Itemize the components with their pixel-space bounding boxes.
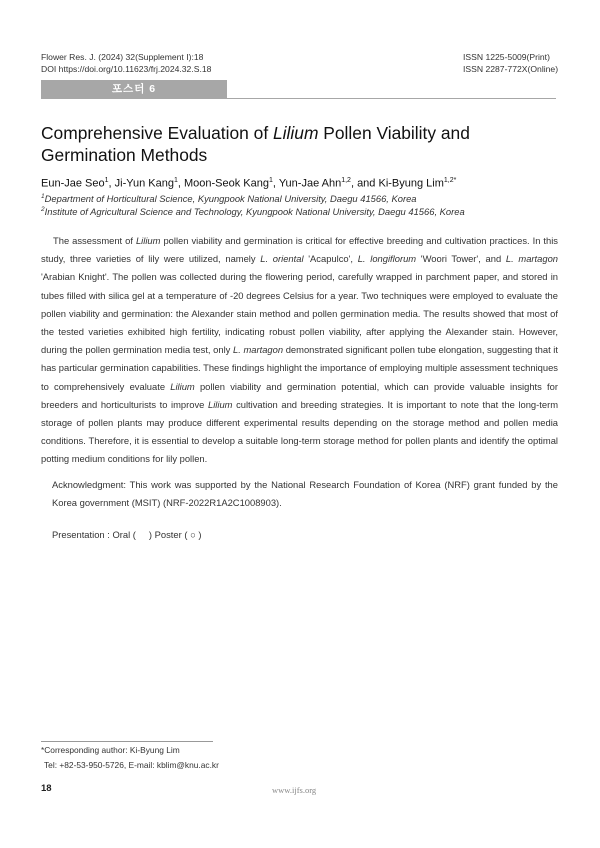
abstract-text: 'Woori Tower', and [416,253,506,265]
abstract-italic: Lilium [135,235,161,246]
abstract-text: pollen viability and germination potential, which can provide valuable insights for breeders and horticulturists to improve [41,380,558,410]
title-part-2: Pollen Viability and Germination Methods [41,123,470,165]
affiliation-1 [41,191,417,205]
abstract-italic: Lilium [170,380,195,392]
journal-header-left [41,51,211,75]
section-banner: 포스터 6 [41,80,227,99]
paper-title [41,122,561,166]
abstract-text: pollen viability and germination is critical for effective breeding and cultivation practices. In this study, three varieties of lily were utilized, namely [41,235,558,265]
affiliation-mark: 1 [41,193,45,200]
journal-citation: Flower Res. J. (2024) 32(Supplement I):18 [41,52,204,62]
abstract-italic: Lilium [207,398,233,410]
issn-online: ISSN 2287-772X(Online) [463,64,559,74]
author-name: Ki-Byung Lim [378,177,444,190]
presentation-type: Presentation : Oral ( ) Poster ( ○ ) [52,529,202,540]
abstract-text: cultivation and breeding strategies. It is important to note that the long-term storage of pollen plants may produce different experimental results depending on the storage method and pollen media conditions. Therefore, it is essential to develop a suitable long-term storage method for pollen plants and identify the optimal potting medium conditions for lily pollen. [41,398,559,465]
abstract-text: 'Acapulco', [303,253,358,265]
abstract-italic: L. martagon [505,253,558,265]
author-separator: , [108,177,115,190]
abstract-text: 'Arabian Knight'. The pollen was collected during the flowering period, carefully wrapped in parchment paper, and stored in tubes filled with silica gel at a temperature of -20 degrees Celsius for a year. Two techniques were employed to evaluate the pollen viability and germination: the Alexander stain method and pollen germination media. The results showed that most of the tested varieties exhibited high fertility, indicating robust pollen viability, after applying the Alexander stain. However, during the pollen germination media test, only [41,271,558,356]
footnote-divider [41,741,213,742]
abstract-italic: L. martagon [233,344,284,356]
author-affiliation-mark: 1 [173,177,178,184]
author-name: Ji-Yun Kang [114,177,174,190]
affiliation-mark: 2 [41,206,45,213]
author-separator: , [272,177,279,190]
abstract-paragraph [41,232,558,469]
author-name: Eun-Jae Seo [41,177,105,190]
author-separator: , [177,177,184,190]
author-name: Yun-Jae Ahn [278,177,342,190]
author-affiliation-mark: 1,2 [341,177,351,184]
corresponding-author-note: *Corresponding author: Ki-Byung Lim [41,745,180,755]
affiliation-2 [41,204,465,218]
abstract-text: demonstrated significant pollen tube elongation, suggesting that it has particular germination capabilities. These findings highlight the importance of employing multiple assessment techniques to comprehensively evaluate [41,344,558,392]
issn-print: ISSN 1225-5009(Print) [463,52,550,62]
affiliation-text: Institute of Agricultural Science and Technology, Kyungpook National University, Daegu 41566, Korea [44,206,465,218]
author-name: Moon-Seok Kang [184,177,269,190]
abstract-italic: L. oriental [260,253,304,265]
author-affiliation-mark: 1 [104,177,109,184]
title-part-1: Comprehensive Evaluation of [41,123,274,143]
banner-divider [227,98,556,99]
journal-header-right [463,51,558,75]
abstract-text: The assessment of [53,235,136,246]
author-separator: , and [350,177,379,190]
title-italic-genus: Lilium [273,123,319,143]
author-affiliation-mark: 1,2* [443,177,457,184]
journal-website[interactable]: www.ijfs.org [272,785,317,795]
affiliation-text: Department of Horticultural Science, Kyungpook National University, Daegu 41566, Korea [44,193,417,205]
abstract-italic: L. longiflorum [357,253,417,265]
page-number: 18 [41,783,52,794]
author-list [41,174,456,191]
acknowledgment: Acknowledgment: This work was supported by the National Research Foundation of Korea (NRF) grant funded by the Korea government (MSIT) (NRF-2022R1A2C1008903). [52,479,558,509]
contact-info: Tel: +82-53-950-5726, E-mail: kblim@knu.ac.kr [44,760,219,770]
doi-line[interactable]: DOI https://doi.org/10.11623/frj.2024.32.S.18 [41,64,212,74]
author-affiliation-mark: 1 [269,177,273,184]
